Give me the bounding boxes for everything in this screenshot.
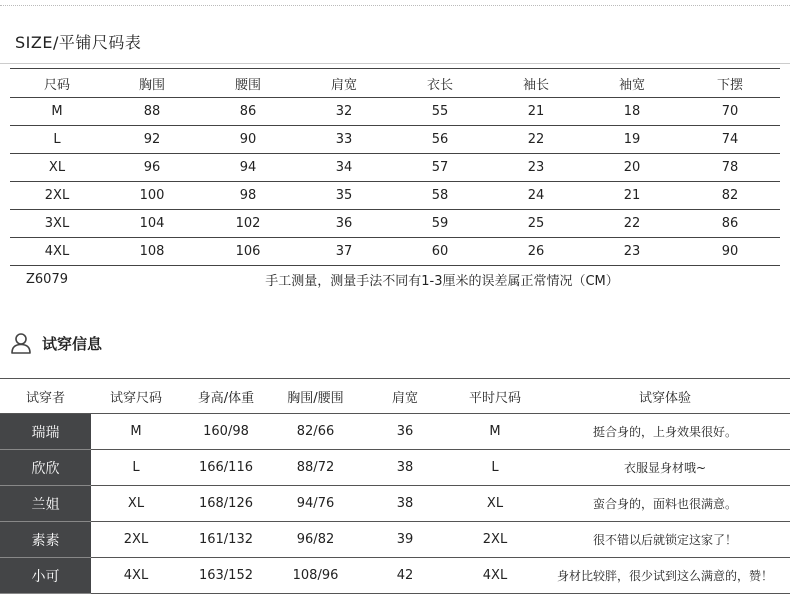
table-cell: 88/72 [271, 450, 360, 486]
header-cell: 尺码 [10, 69, 104, 98]
table-cell: 38 [360, 450, 450, 486]
table-cell: 74 [680, 126, 780, 154]
size-cell: 4XL [10, 238, 104, 266]
table-row [0, 486, 790, 522]
header-cell: 袖长 [488, 69, 584, 98]
table-cell: M [450, 414, 540, 450]
fit-info-title: 试穿信息 [42, 334, 103, 353]
user-icon [10, 332, 32, 354]
table-cell: 55 [392, 98, 488, 126]
table-cell: 108 [104, 238, 200, 266]
table-row [0, 450, 790, 486]
table-cell: 39 [360, 522, 450, 558]
table-cell: 60 [392, 238, 488, 266]
table-cell: L [91, 450, 181, 486]
table-cell: 160/98 [181, 414, 271, 450]
table-cell: 18 [584, 98, 680, 126]
header-cell: 试穿者 [0, 379, 91, 414]
table-row [0, 414, 790, 450]
table-cell: 100 [104, 182, 200, 210]
experience-cell: 很不错以后就锁定这家了！ [540, 522, 790, 558]
table-cell: 32 [296, 98, 392, 126]
header-cell: 平时尺码 [450, 379, 540, 414]
fit-info-header [10, 329, 102, 357]
table-cell: 21 [584, 182, 680, 210]
table-cell: 90 [200, 126, 296, 154]
table-cell: 106 [200, 238, 296, 266]
table-cell: 36 [360, 414, 450, 450]
table-cell: 24 [488, 182, 584, 210]
header-cell: 胸围 [104, 69, 200, 98]
table-row [10, 98, 780, 126]
header-cell: 试穿尺码 [91, 379, 181, 414]
table-cell: 19 [584, 126, 680, 154]
size-cell: L [10, 126, 104, 154]
tester-name: 欣欣 [0, 450, 91, 486]
product-code: Z6079 [26, 272, 68, 287]
table-cell: 82 [680, 182, 780, 210]
table-row [10, 210, 780, 238]
table-cell: 57 [392, 154, 488, 182]
header-cell: 袖宽 [584, 69, 680, 98]
header-cell: 胸围/腰围 [271, 379, 360, 414]
table-cell: 25 [488, 210, 584, 238]
table-cell: 21 [488, 98, 584, 126]
table-cell: 4XL [450, 558, 540, 594]
table-cell: 86 [200, 98, 296, 126]
table-cell: 82/66 [271, 414, 360, 450]
table-cell: 38 [360, 486, 450, 522]
table-cell: 59 [392, 210, 488, 238]
table-cell: 34 [296, 154, 392, 182]
header-cell: 腰围 [200, 69, 296, 98]
header-cell: 试穿体验 [540, 379, 790, 414]
experience-cell: 身材比较胖，很少试到这么满意的，赞！ [540, 558, 790, 594]
size-cell: XL [10, 154, 104, 182]
table-cell: 2XL [91, 522, 181, 558]
table-cell: 166/116 [181, 450, 271, 486]
table-cell: 108/96 [271, 558, 360, 594]
table-cell: 102 [200, 210, 296, 238]
header-cell: 肩宽 [360, 379, 450, 414]
table-cell: 161/132 [181, 522, 271, 558]
table-row [10, 126, 780, 154]
table-cell: 2XL [450, 522, 540, 558]
table-cell: 168/126 [181, 486, 271, 522]
table-cell: 104 [104, 210, 200, 238]
table-row [0, 558, 790, 594]
size-cell: 3XL [10, 210, 104, 238]
table-cell: 56 [392, 126, 488, 154]
header-cell: 身高/体重 [181, 379, 271, 414]
experience-cell: 蛮合身的，面料也很满意。 [540, 486, 790, 522]
tester-name: 兰姐 [0, 486, 91, 522]
table-cell: 22 [488, 126, 584, 154]
table-cell: 36 [296, 210, 392, 238]
measurement-note: 手工测量，测量手法不同有1-3厘米的误差属正常情况（CM） [265, 274, 619, 289]
table-cell: 94/76 [271, 486, 360, 522]
table-cell: 70 [680, 98, 780, 126]
table-cell: 20 [584, 154, 680, 182]
table-cell: 58 [392, 182, 488, 210]
size-chart-table [10, 68, 780, 293]
size-chart-title: SIZE/平铺尺码表 [15, 33, 142, 52]
table-cell: 35 [296, 182, 392, 210]
table-cell: 78 [680, 154, 780, 182]
table-cell: 37 [296, 238, 392, 266]
table-cell: 4XL [91, 558, 181, 594]
table-cell: 22 [584, 210, 680, 238]
experience-cell: 挺合身的，上身效果很好。 [540, 414, 790, 450]
header-cell: 下摆 [680, 69, 780, 98]
table-cell: 33 [296, 126, 392, 154]
table-row [10, 182, 780, 210]
table-cell: 96/82 [271, 522, 360, 558]
table-cell: 23 [584, 238, 680, 266]
tester-name: 素素 [0, 522, 91, 558]
table-cell: 88 [104, 98, 200, 126]
size-cell: M [10, 98, 104, 126]
tester-name: 瑞瑞 [0, 414, 91, 450]
top-divider [0, 5, 790, 6]
note-row [10, 266, 780, 294]
fit-header-row [0, 379, 790, 414]
table-cell: XL [450, 486, 540, 522]
table-cell: 23 [488, 154, 584, 182]
table-cell: 90 [680, 238, 780, 266]
table-cell: 42 [360, 558, 450, 594]
table-cell: 163/152 [181, 558, 271, 594]
header-cell: 肩宽 [296, 69, 392, 98]
table-cell: 92 [104, 126, 200, 154]
tester-name: 小可 [0, 558, 91, 594]
header-cell: 衣长 [392, 69, 488, 98]
table-cell: 98 [200, 182, 296, 210]
fit-info-table [0, 378, 790, 594]
table-cell: 94 [200, 154, 296, 182]
size-cell: 2XL [10, 182, 104, 210]
experience-cell: 衣服显身材哦~ [540, 450, 790, 486]
table-cell: XL [91, 486, 181, 522]
table-cell: L [450, 450, 540, 486]
table-cell: 26 [488, 238, 584, 266]
table-row [0, 522, 790, 558]
table-cell: 96 [104, 154, 200, 182]
size-chart-header-row [10, 69, 780, 98]
table-row [10, 238, 780, 266]
table-row [10, 154, 780, 182]
table-cell: M [91, 414, 181, 450]
title-divider [0, 63, 790, 64]
table-cell: 86 [680, 210, 780, 238]
